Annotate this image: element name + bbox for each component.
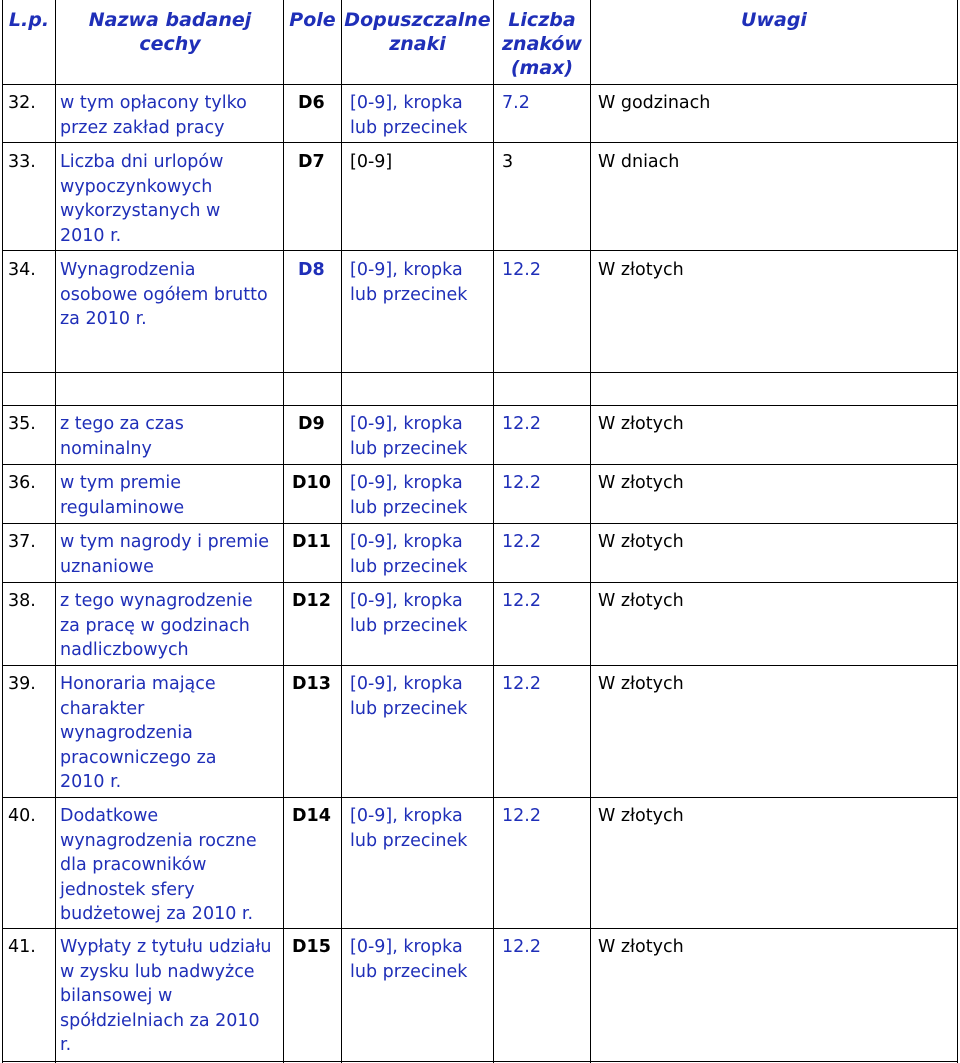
row-max: 12.2 <box>502 414 541 434</box>
row-name: Honoraria mające charakter wynagrodzenia pracowniczego za 2010 r. <box>60 674 217 792</box>
row-rule <box>2 928 958 929</box>
row-field: D12 <box>292 591 331 611</box>
column-divider-4 <box>493 0 494 1063</box>
row-chars: [0-9], kropka lub przecinek <box>350 473 468 518</box>
row-field: D7 <box>298 152 325 172</box>
row-name: Liczba dni urlopów wypoczynkowych wykorzystanych w 2010 r. <box>60 152 224 246</box>
row-chars: [0-9], kropka lub przecinek <box>350 591 468 636</box>
row-note: W godzinach <box>598 93 711 113</box>
header-notes: Uwagi <box>741 9 807 31</box>
row-number: 37. <box>8 532 36 552</box>
row-rule <box>2 523 958 524</box>
table-border-right <box>957 0 958 1063</box>
row-field: D10 <box>292 473 331 493</box>
row-name: w tym premie regulaminowe <box>60 473 185 518</box>
row-field: D13 <box>292 674 331 694</box>
row-name: Wynagrodzenia osobowe ogółem brutto za 2010 r. <box>60 260 268 329</box>
row-rule <box>2 665 958 666</box>
row-number: 36. <box>8 473 36 493</box>
row-name: w tym opłacony tylko przez zakład pracy <box>60 93 247 138</box>
header-field: Pole <box>289 9 336 31</box>
row-number: 38. <box>8 591 36 611</box>
row-note: W złotych <box>598 937 684 957</box>
row-chars: [0-9], kropka lub przecinek <box>350 93 468 138</box>
header-max: Liczba znaków (max) <box>502 9 582 79</box>
row-chars: [0-9], kropka lub przecinek <box>350 260 468 305</box>
column-divider-2 <box>283 0 284 1063</box>
row-name: w tym nagrody i premie uznaniowe <box>60 532 269 577</box>
row-name: Wypłaty z tytułu udziału w zysku lub nadwyżce bilansowej w spółdzielniach za 2010 r. <box>60 937 272 1055</box>
table-bottom-rule <box>2 1061 958 1062</box>
column-divider-1 <box>55 0 56 1063</box>
row-rule <box>2 250 958 251</box>
row-field: D11 <box>292 532 331 552</box>
page-break-rule <box>2 405 958 406</box>
row-rule <box>2 464 958 465</box>
row-max: 12.2 <box>502 260 541 280</box>
row-rule <box>2 582 958 583</box>
row-chars: [0-9], kropka lub przecinek <box>350 806 468 851</box>
row-chars: [0-9] <box>350 152 393 172</box>
row-rule <box>2 142 958 143</box>
page-break-rule <box>2 372 958 373</box>
row-max: 7.2 <box>502 93 530 113</box>
row-note: W złotych <box>598 591 684 611</box>
column-divider-3 <box>341 0 342 1063</box>
row-number: 33. <box>8 152 36 172</box>
row-max: 12.2 <box>502 806 541 826</box>
row-name: z tego za czas nominalny <box>60 414 184 459</box>
row-chars: [0-9], kropka lub przecinek <box>350 674 468 719</box>
row-max: 12.2 <box>502 674 541 694</box>
row-note: W złotych <box>598 414 684 434</box>
row-number: 32. <box>8 93 36 113</box>
header-bottom-rule <box>2 84 958 85</box>
table-border-left <box>2 0 3 1063</box>
row-name: z tego wynagrodzenie za pracę w godzinach nadliczbowych <box>60 591 253 660</box>
row-field: D9 <box>298 414 325 434</box>
header-chars: Dopuszczalne znaki <box>344 9 491 55</box>
row-note: W dniach <box>598 152 680 172</box>
row-chars: [0-9], kropka lub przecinek <box>350 937 468 982</box>
row-chars: [0-9], kropka lub przecinek <box>350 414 468 459</box>
header-lp: L.p. <box>8 9 50 31</box>
row-field: D6 <box>298 93 325 113</box>
row-note: W złotych <box>598 473 684 493</box>
column-divider-5 <box>590 0 591 1063</box>
row-max: 12.2 <box>502 532 541 552</box>
row-number: 41. <box>8 937 36 957</box>
row-max: 12.2 <box>502 937 541 957</box>
row-number: 39. <box>8 674 36 694</box>
row-number: 34. <box>8 260 36 280</box>
row-note: W złotych <box>598 806 684 826</box>
row-number: 35. <box>8 414 36 434</box>
row-field: D15 <box>292 937 331 957</box>
row-max: 12.2 <box>502 473 541 493</box>
row-chars: [0-9], kropka lub przecinek <box>350 532 468 577</box>
row-note: W złotych <box>598 532 684 552</box>
row-field: D8 <box>298 260 325 280</box>
row-note: W złotych <box>598 674 684 694</box>
header-name: Nazwa badanej cechy <box>88 9 252 55</box>
row-field: D14 <box>292 806 331 826</box>
row-max: 3 <box>502 152 514 172</box>
row-rule <box>2 797 958 798</box>
row-max: 12.2 <box>502 591 541 611</box>
row-note: W złotych <box>598 260 684 280</box>
row-name: Dodatkowe wynagrodzenia roczne dla pracowników jednostek sfery budżetowej za 2010 r. <box>60 806 257 924</box>
row-number: 40. <box>8 806 36 826</box>
